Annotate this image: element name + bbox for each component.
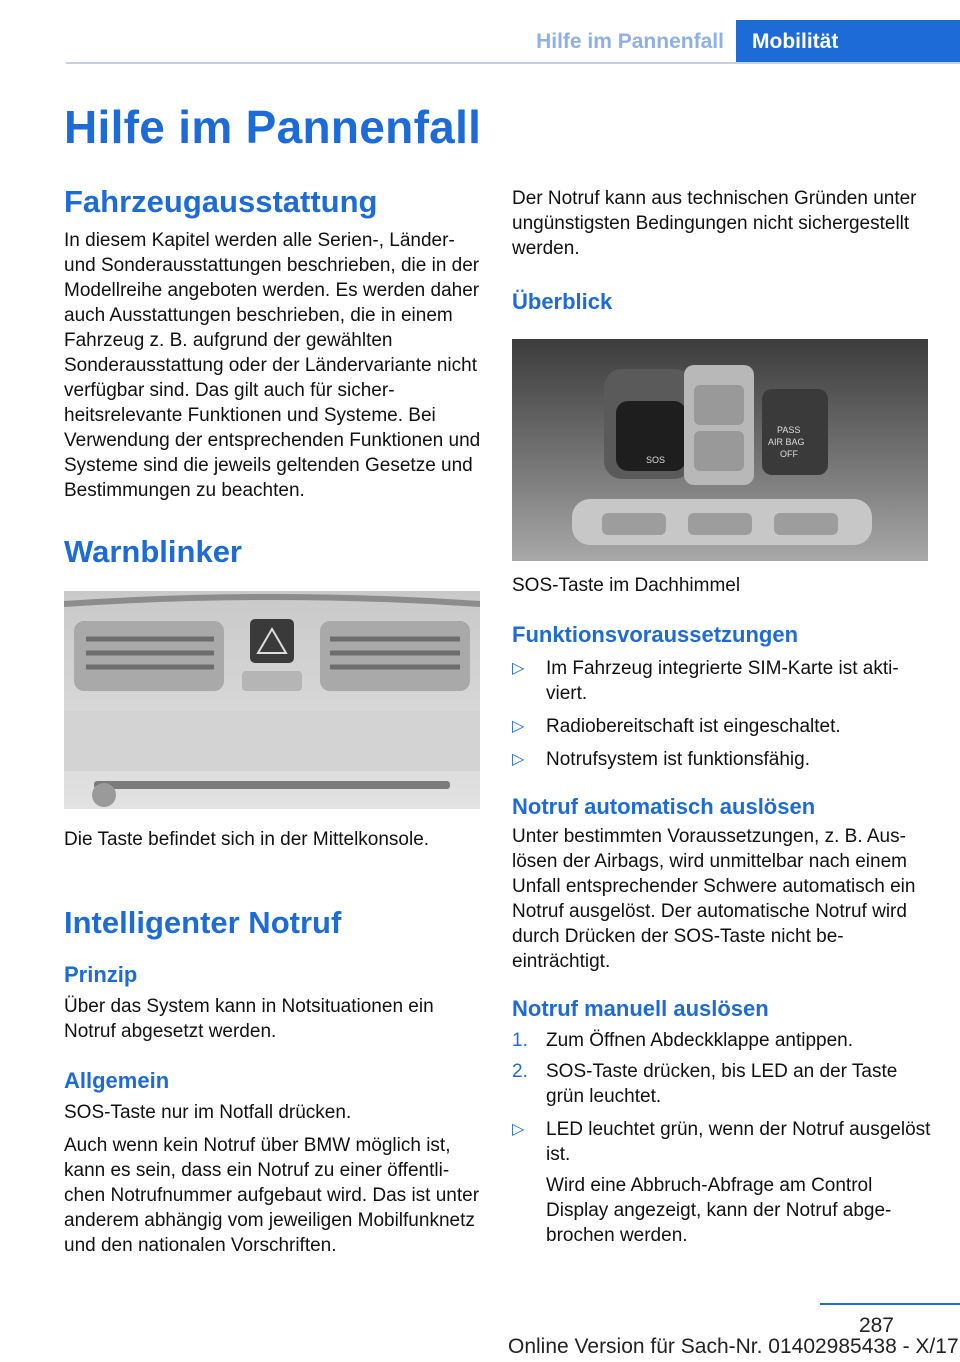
funktionsvoraussetzungen-list [512, 656, 932, 772]
sos-button-photo [512, 339, 928, 561]
svg-text:PASS: PASS [777, 425, 801, 435]
list-subtext: Wird eine Abbruch-Abfrage am Control Display angezeigt, kann der Notruf abgebrochen werden. [546, 1175, 892, 1246]
triangle-bullet-icon: ▷ [512, 718, 525, 735]
svg-text:OFF: OFF [780, 449, 798, 459]
online-version-note: Online Version für Sach-Nr. 01402985438 - X/17 [508, 1335, 959, 1358]
list-item: ▷ Im Fahrzeug integrierte SIM-Karte ist aktiviert. [512, 658, 899, 704]
console-illustration [64, 591, 480, 809]
heading-intelligenter-notruf: Intelligenter Notruf [64, 905, 342, 940]
page-title: Hilfe im Pannenfall [64, 101, 482, 153]
list-item: ▷ Radiobereitschaft ist eingeschaltet. [512, 716, 841, 737]
svg-text:SOS: SOS [646, 455, 666, 465]
list-item: ▷ LED leuchtet grün, wenn der Notruf ausgelöst ist. [512, 1119, 931, 1165]
prinzip-text: Über das System kann in Notsituationen ein Notruf abgesetzt werden. [64, 996, 434, 1042]
notruf-automatisch-text: Unter bestimmten Voraussetzungen, z. B. Auslösen der Airbags, wird unmittelbar nach einem Unfall entsprechender Schwere automatisch ein Notruf ausgelöst. Der automatische Notruf wird durch Drücken der SOS-Taste nicht beeinträchtigt. [512, 826, 916, 972]
notruf-manuell-steps [512, 1028, 932, 1248]
list-item: ▷ Notrufsystem ist funktionsfähig. [512, 749, 810, 770]
heading-allgemein: Allgemein [64, 1068, 170, 1093]
heading-notruf-manuell: Notruf manuell auslösen [512, 996, 769, 1021]
hazard-button-photo [64, 591, 480, 809]
step-item: 2. SOS-Taste drücken, bis LED an der Taste grün leuchtet. [512, 1061, 898, 1107]
fahrzeugausstattung-text: In diesem Kapitel werden alle Serien-, Länder- und Sonderausstattungen beschrieben, die in der Modellreihe angeboten werden. Es werden daher auch Ausstattungen beschrieben, die in einem Fahrzeug z. B. aufgrund der gewählten Sonderausstattung oder der Ländervariante nicht verfügbar sind. Das gilt auch für sicherheitsrelevante Funktionen und Systeme. Bei Verwendung der entsprechenden Funktionen und Systeme sind die jeweils geltenden Gesetze und Bestimmungen zu beachten. [64, 230, 481, 501]
step-item: 1. Zum Öffnen Abdeckklappe antippen. [512, 1030, 854, 1051]
left-column [64, 180, 482, 1258]
svg-text:AIR BAG: AIR BAG [768, 437, 805, 447]
allgemein-text-1: SOS-Taste nur im Notfall drücken. [64, 1102, 352, 1123]
triangle-bullet-icon: ▷ [512, 660, 525, 677]
header-chapter-tab[interactable]: Mobilität [736, 20, 960, 62]
heading-funktionsvoraussetzungen: Funktionsvoraussetzungen [512, 622, 799, 647]
header-rule [66, 62, 960, 64]
header-section-tab[interactable]: Hilfe im Pannenfall [536, 30, 724, 53]
ueberblick-caption: SOS-Taste im Dachhimmel [512, 575, 741, 596]
right-column [512, 180, 932, 1248]
triangle-bullet-icon: ▷ [512, 1121, 525, 1138]
footer-rule [820, 1303, 960, 1305]
page-number: 287 [858, 1314, 894, 1337]
notruf-intro-text: Der Notruf kann aus technischen Gründen unter ungünstigsten Bedingungen nicht sichergestellt werden. [512, 188, 917, 259]
heading-notruf-automatisch: Notruf automatisch auslösen [512, 794, 816, 819]
warnblinker-caption: Die Taste befindet sich in der Mittelkonsole. [64, 829, 430, 850]
allgemein-text-2: Auch wenn kein Notruf über BMW möglich ist, kann es sein, dass ein Notruf zu einer öffentlichen Notrufnummer aufgebaut wird. Das ist unter anderem abhängig vom jeweiligen Mobilfunknetz und den nationalen Vorschriften. [64, 1135, 480, 1256]
roof-console-illustration [512, 339, 928, 561]
heading-fahrzeugausstattung: Fahrzeugausstattung [64, 184, 378, 219]
heading-prinzip: Prinzip [64, 962, 138, 987]
heading-warnblinker: Warnblinker [64, 534, 242, 569]
triangle-bullet-icon: ▷ [512, 751, 525, 768]
heading-ueberblick: Überblick [512, 289, 613, 314]
